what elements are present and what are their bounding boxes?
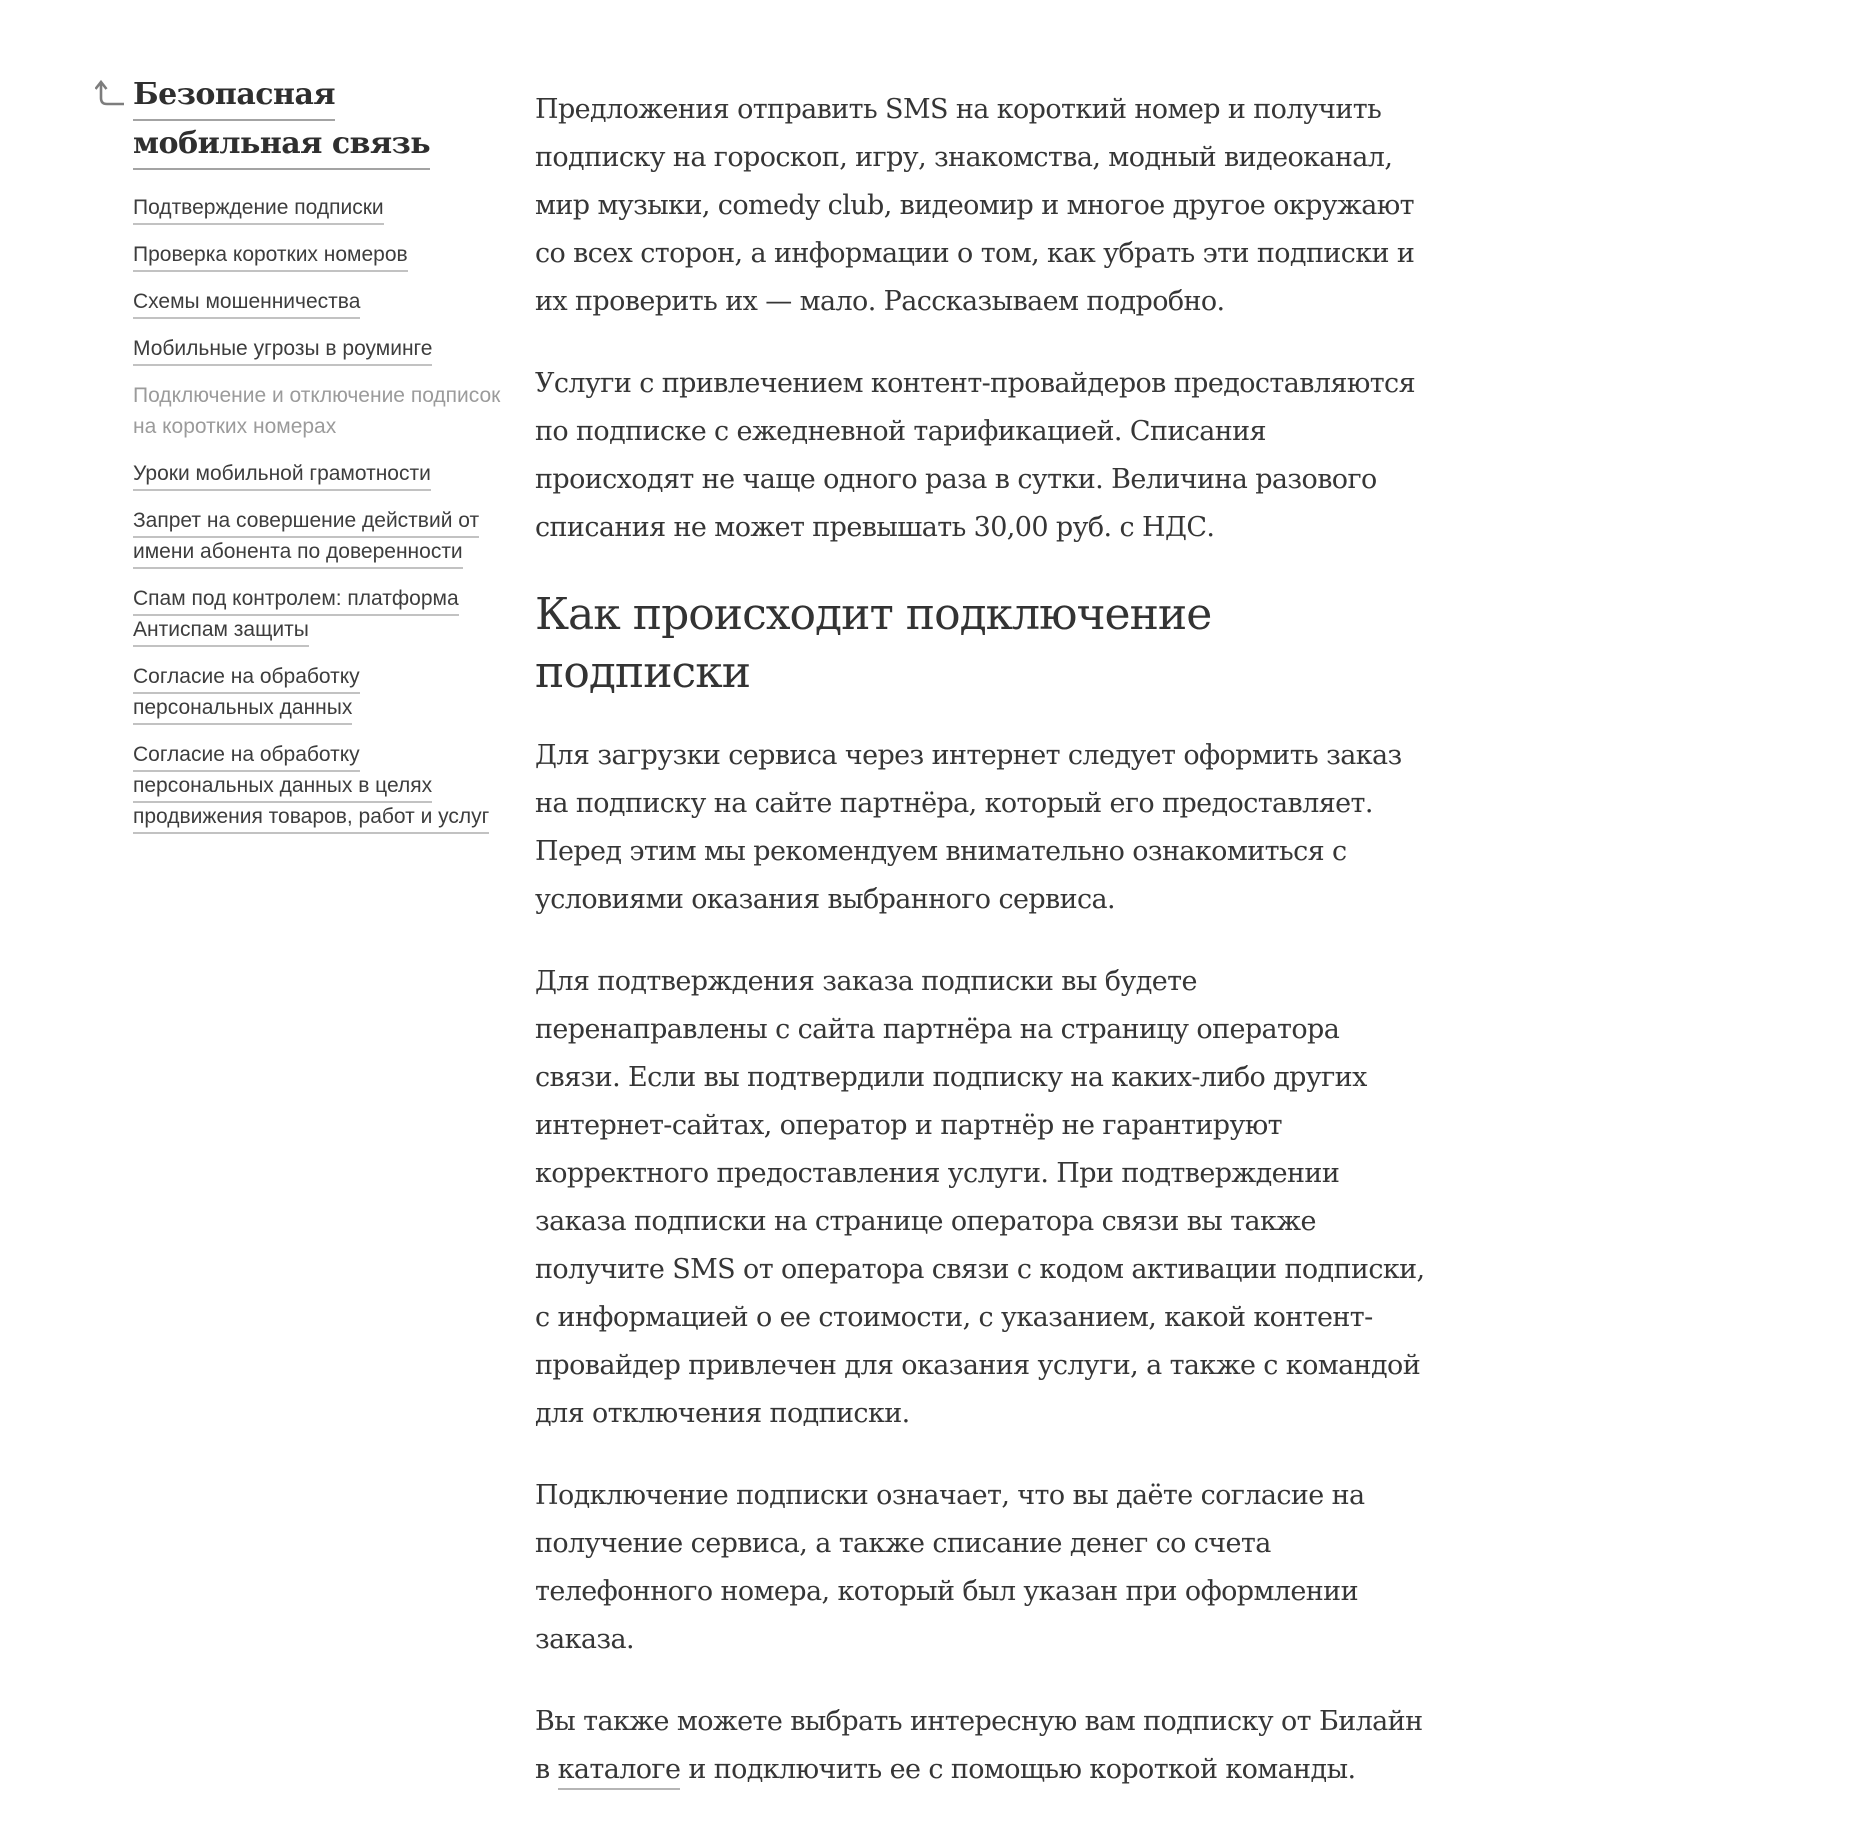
section-paragraph-2: Для подтверждения заказа подписки вы будете перенаправлены с сайта партнёра на страницу оператора связи. Если вы подтвердили подписку на каких-либо других интернет-сайтах, оператор и партнёр не гарантируют корректного предоставления услуги. При подтверждении заказа подписки на странице оператора связи вы также получите SMS от оператора связи с кодом активации подписки, с информацией о ее стоимости, с указанием, какой контент-провайдер привлечен для оказания услуги, а также с командой для отключения подписки. [535,966,1425,1429]
sidebar-section-link[interactable] [133,77,430,170]
sidebar-item-soglasie-prodvizhenie-tovarov[interactable]: Согласие на обработку персональных данных в целях продвижения товаров, работ и услуг [133,739,505,832]
section-heading: Как происходит подключение подписки [535,589,1212,698]
return-up-arrow-icon[interactable] [95,78,125,106]
sidebar-section-heading [133,70,505,168]
intro-paragraph-2: Услуги с привлечением контент-провайдеров предоставляются по подписке с ежедневной тарификацией. Списания происходят не чаще одного раза в сутки. Величина разового списания не может превышать 30,00 руб. с НДС. [535,368,1416,543]
sidebar-item-mobilnye-ugrozy-v-rouminge[interactable]: Мобильные угрозы в роуминге [133,333,505,364]
sidebar-item-uroki-mobilnoy-gramotnosti[interactable]: Уроки мобильной грамотности [133,458,505,489]
sidebar-item-proverka-korotkih-nomerov[interactable]: Проверка коротких номеров [133,239,505,270]
sidebar-item-spam-pod-kontrolem[interactable]: Спам под контролем: платформа Антиспам защиты [133,583,505,645]
sidebar-item-shemy-moshennichestva[interactable]: Схемы мошенничества [133,286,505,317]
catalog-link[interactable]: каталоге [558,1754,681,1790]
closing-paragraph: Вы также можете выбрать интересную вам подписку от Билайн в каталоге и подключить ее с помощью короткой команды. [535,1698,1425,1794]
section-paragraph-1: Для загрузки сервиса через интернет следует оформить заказ на подписку на сайте партнёра, который его предоставляет. Перед этим мы рекомендуем внимательно ознакомиться с условиями оказания выбранного сервиса. [535,740,1402,915]
sidebar-item-podklyuchenie-i-otklyuchenie-current: Подключение и отключение подписок на коротких номерах [133,384,501,438]
sidebar-item-zapret-na-sovershenie-deystviy[interactable]: Запрет на совершение действий от имени абонента по доверенности [133,505,505,567]
sidebar [133,0,505,848]
sidebar-item-soglasie-personalnye-dannye[interactable]: Согласие на обработку персональных данных [133,661,505,723]
article-content [535,0,1425,1828]
intro-paragraph-1: Предложения отправить SMS на короткий номер и получить подписку на гороскоп, игру, знакомства, модный видеоканал, мир музыки, comedy club, видеомир и многое другое окружают со всех сторон, а информации о том, как убрать эти подписки и их проверить их — мало. Рассказываем подробно. [535,94,1415,317]
section-paragraph-3: Подключение подписки означает, что вы даёте согласие на получение сервиса, а также списание денег со счета телефонного номера, который был указан при оформлении заказа. [535,1480,1365,1655]
sidebar-item-podtverzhdenie-podpiski[interactable]: Подтверждение подписки [133,192,505,223]
sidebar-section-title: Безопасная мобильная связь [133,77,430,170]
sidebar-nav [133,192,505,832]
